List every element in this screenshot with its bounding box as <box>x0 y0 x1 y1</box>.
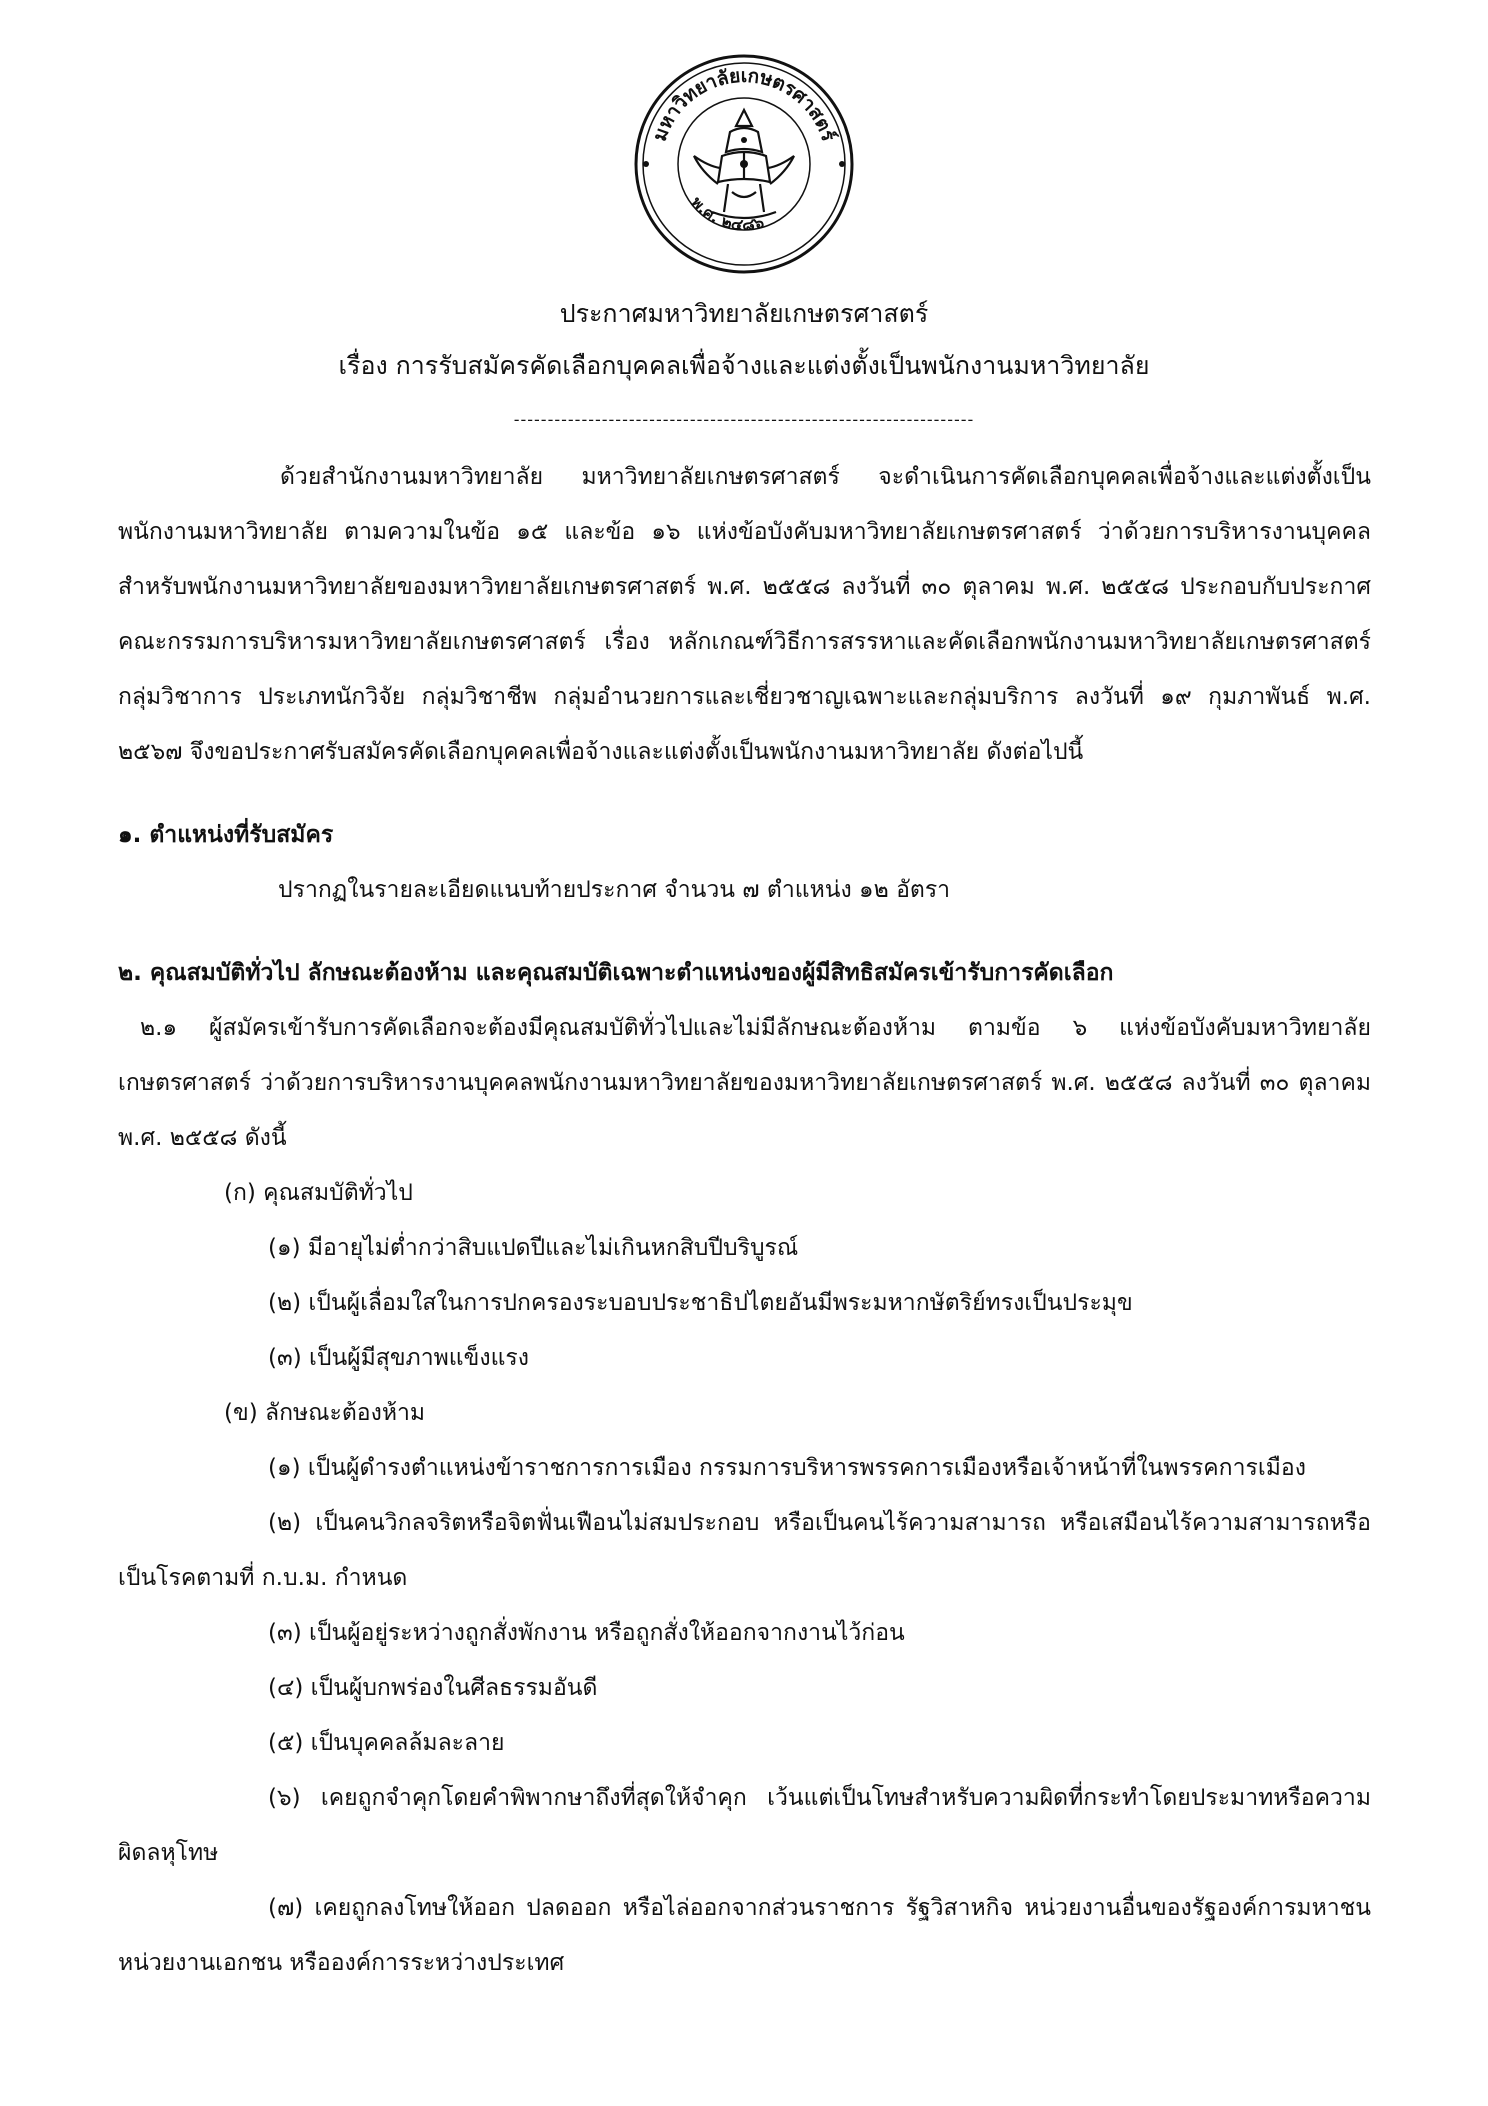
university-seal <box>632 52 856 276</box>
group-b-item: (๗) เคยถูกลงโทษให้ออก ปลดออก หรือไล่ออกจากส่วนราชการ รัฐวิสาหกิจ หน่วยงานอื่นของรัฐองค์การมหาชน หน่วยงานเอกชน หรือองค์การระหว่างประเทศ <box>118 1895 1371 1976</box>
group-b-item: (๒) เป็นคนวิกลจริตหรือจิตฟั่นเฟือนไม่สมประกอบ หรือเป็นคนไร้ความสามารถ หรือเสมือนไร้ความสามารถหรือเป็นโรคตามที่ ก.บ.ม. กำหนด <box>118 1510 1371 1591</box>
intro-paragraph: ด้วยสำนักงานมหาวิทยาลัย มหาวิทยาลัยเกษตรศาสตร์ จะดำเนินการคัดเลือกบุคคลเพื่อจ้างและแต่งตั้งเป็นพนักงานมหาวิทยาลัย ตามความในข้อ ๑๕ และข้อ ๑๖ แห่งข้อบังคับมหาวิทยาลัยเกษตรศาสตร์ ว่าด้วยการบริหารงานบุคคลสำหรับพนักงานมหาวิทยาลัยของมหาวิทยาลัยเกษตรศาสตร์ พ.ศ. ๒๕๕๘ ลงวันที่ ๓๐ ตุลาคม พ.ศ. ๒๕๕๘ ประกอบกับประกาศคณะกรรมการบริหารมหาวิทยาลัยเกษตรศาสตร์ เรื่อง หลักเกณฑ์วิธีการสรรหาและคัดเลือกพนักงานมหาวิทยาลัยเกษตรศาสตร์กลุ่มวิชาการ ประเภทนักวิจัย กลุ่มวิชาชีพ กลุ่มอำนวยการและเชี่ยวชาญเฉพาะและกลุ่มบริการ ลงวันที่ ๑๙ กุมภาพันธ์ พ.ศ. ๒๕๖๗ จึงขอประกาศรับสมัครคัดเลือกบุคคลเพื่อจ้างและแต่งตั้งเป็นพนักงานมหาวิทยาลัย ดังต่อไปนี้ <box>118 464 1371 765</box>
group-b-item: (๕) เป็นบุคคลล้มละลาย <box>268 1730 505 1756</box>
seal-year-text: พ.ศ. ๒๔๘๖ <box>687 192 766 235</box>
section-1-text: ปรากฏในรายละเอียดแนบท้ายประกาศ จำนวน ๗ ตำแหน่ง ๑๒ อัตรา <box>278 877 951 903</box>
group-a-item: (๓) เป็นผู้มีสุขภาพแข็งแรง <box>268 1345 529 1371</box>
seal-arc-text: มหาวิทยาลัยเกษตรศาสตร์ <box>648 64 840 145</box>
header-divider: -------------------------------------------------------------------- <box>513 410 975 429</box>
group-b-label: (ข) ลักษณะต้องห้าม <box>224 1400 426 1426</box>
svg-text:มหาวิทยาลัยเกษตรศาสตร์ <box>649 65 840 145</box>
section-2-heading: ๒. คุณสมบัติทั่วไป ลักษณะต้องห้าม และคุณสมบัติเฉพาะตำแหน่งของผู้มีสิทธิสมัครเข้ารับการคัดเลือก <box>118 960 1114 986</box>
announcement-body <box>118 450 1371 1991</box>
group-a-item: (๑) มีอายุไม่ต่ำกว่าสิบแปดปีและไม่เกินหกสิบปีบริบูรณ์ <box>268 1235 799 1261</box>
group-b-item: (๓) เป็นผู้อยู่ระหว่างถูกสั่งพักงาน หรือถูกสั่งให้ออกจากงานไว้ก่อน <box>268 1620 905 1646</box>
group-b-item: (๖) เคยถูกจำคุกโดยคำพิพากษาถึงที่สุดให้จำคุก เว้นแต่เป็นโทษสำหรับความผิดที่กระทำโดยประมาทหรือความผิดลหุโทษ <box>118 1785 1371 1866</box>
group-b-item: (๑) เป็นผู้ดำรงตำแหน่งข้าราชการการเมือง กรรมการบริหารพรรคการเมืองหรือเจ้าหน้าที่ในพรรคการเมือง <box>268 1455 1306 1481</box>
seal-emblem-icon <box>632 52 856 276</box>
announcement-title: ประกาศมหาวิทยาลัยเกษตรศาสตร์ <box>559 299 929 328</box>
group-b-item: (๔) เป็นผู้บกพร่องในศีลธรรมอันดี <box>268 1675 598 1701</box>
announcement-subject: เรื่อง การรับสมัครคัดเลือกบุคคลเพื่อจ้างและแต่งตั้งเป็นพนักงานมหาวิทยาลัย <box>338 351 1150 380</box>
group-a-label: (ก) คุณสมบัติทั่วไป <box>224 1180 413 1206</box>
group-a-item: (๒) เป็นผู้เลื่อมใสในการปกครองระบอบประชาธิปไตยอันมีพระมหากษัตริย์ทรงเป็นประมุข <box>268 1290 1133 1316</box>
section-2-1-paragraph: ๒.๑ ผู้สมัครเข้ารับการคัดเลือกจะต้องมีคุณสมบัติทั่วไปและไม่มีลักษณะต้องห้าม ตามข้อ ๖ แห่งข้อบังคับมหาวิทยาลัยเกษตรศาสตร์ ว่าด้วยการบริหารงานบุคคลพนักงานมหาวิทยาลัยของมหาวิทยาลัยเกษตรศาสตร์ พ.ศ. ๒๕๕๘ ลงวันที่ ๓๐ ตุลาคม พ.ศ. ๒๕๕๘ ดังนี้ <box>118 1015 1371 1151</box>
section-1-heading: ๑. ตำแหน่งที่รับสมัคร <box>118 822 334 848</box>
